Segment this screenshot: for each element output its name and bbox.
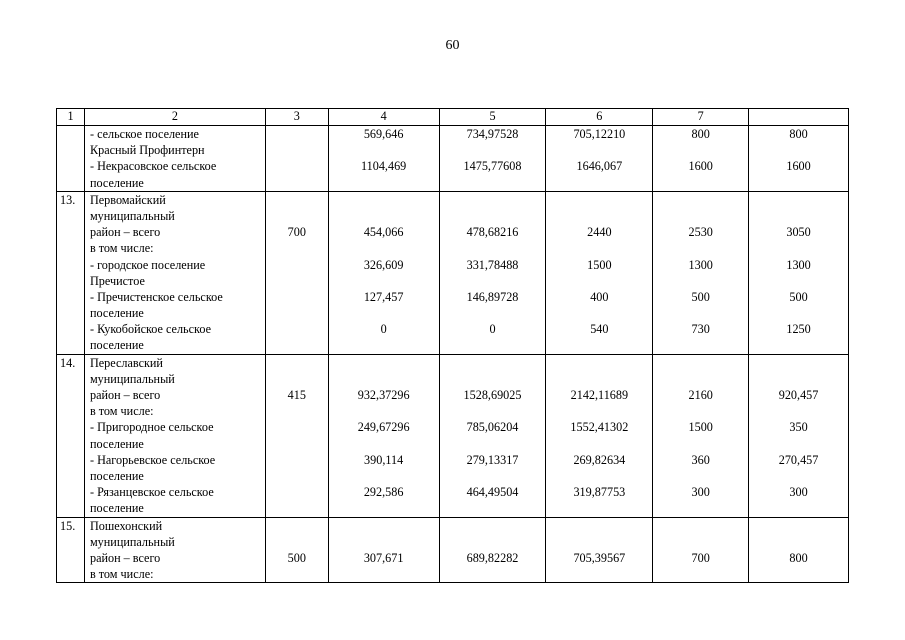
col3-cell: [265, 517, 328, 583]
value-spacer: [329, 192, 439, 208]
col3-value: [266, 192, 328, 208]
value-spacer: [546, 534, 652, 550]
value-spacer: [440, 192, 546, 208]
value-spacer: [440, 355, 546, 371]
value: 2160: [688, 388, 713, 402]
value: 300: [691, 485, 710, 500]
row-number-cell: [57, 517, 85, 583]
header-cell: 7: [653, 109, 749, 126]
value: 1475,77608: [463, 159, 522, 174]
col3-value: [266, 518, 328, 534]
name-line: поселение: [89, 306, 144, 321]
value-spacer: [653, 240, 748, 256]
value-spacer: [749, 566, 848, 582]
name-line: поселение: [89, 501, 144, 516]
col3-value: [266, 534, 328, 550]
value-spacer: [329, 468, 439, 484]
value-cell: [653, 191, 749, 354]
col3-value: [266, 305, 328, 321]
col3-value: [266, 273, 328, 289]
value-spacer: [653, 175, 748, 191]
value: 705,39567: [573, 550, 626, 565]
value-spacer: [329, 403, 439, 419]
value-spacer: [749, 240, 848, 256]
value-spacer: [329, 566, 439, 582]
col3-cell: [265, 126, 328, 192]
table-row: [57, 354, 849, 517]
value-spacer: [653, 468, 748, 484]
value-cell: [653, 126, 749, 192]
name-cell: [84, 354, 265, 517]
value-spacer: [440, 468, 546, 484]
value-spacer: [329, 142, 439, 158]
value-spacer: [546, 142, 652, 158]
value-spacer: [440, 403, 546, 419]
value-spacer: [653, 305, 748, 321]
value: 705,12210: [573, 127, 626, 141]
col3-value: [266, 500, 328, 516]
value-spacer: [329, 371, 439, 387]
value-spacer: [440, 208, 546, 224]
value-spacer: [440, 371, 546, 387]
value: 920,457: [778, 388, 819, 402]
col3-value: [266, 403, 328, 419]
col3-value: [266, 468, 328, 484]
value-spacer: [440, 500, 546, 516]
value-spacer: [440, 534, 546, 550]
value: 1500: [688, 420, 713, 435]
name-line: муниципальный: [89, 371, 175, 386]
name-line: в том числе:: [89, 404, 154, 419]
value: 249,67296: [357, 420, 410, 435]
value-spacer: [653, 403, 748, 419]
value-cell: [749, 191, 849, 354]
value-spacer: [546, 175, 652, 191]
name-line: - Рязанцевское сельское: [89, 485, 214, 500]
value-spacer: [749, 436, 848, 452]
value-cell: [439, 191, 546, 354]
name-cell: [84, 126, 265, 192]
value-spacer: [653, 500, 748, 516]
value-spacer: [546, 273, 652, 289]
value: 292,586: [363, 485, 404, 500]
value: 500: [691, 289, 710, 304]
name-cell: [84, 517, 265, 583]
value-spacer: [749, 273, 848, 289]
value: 800: [691, 127, 710, 141]
value: 146,89728: [466, 289, 519, 304]
header-cell: 1: [57, 109, 85, 126]
value-spacer: [329, 175, 439, 191]
value: 127,457: [363, 289, 404, 304]
value-spacer: [329, 518, 439, 534]
value: 700: [691, 550, 710, 565]
value: 1552,41302: [570, 420, 629, 435]
value-spacer: [653, 208, 748, 224]
col3-value: [266, 240, 328, 256]
value-spacer: [440, 337, 546, 353]
value: 1250: [786, 322, 811, 337]
header-cell: 4: [328, 109, 439, 126]
value-spacer: [546, 518, 652, 534]
col3-value: [266, 566, 328, 582]
name-line: район – всего: [89, 388, 161, 402]
value-spacer: [329, 355, 439, 371]
value: 1104,469: [361, 159, 407, 174]
value-cell: [546, 191, 653, 354]
value: 0: [489, 322, 496, 337]
name-line: муниципальный: [89, 208, 175, 223]
value-spacer: [329, 534, 439, 550]
table-header-row: [57, 109, 849, 126]
row-number: 13.: [60, 192, 76, 207]
header-cell: 6: [546, 109, 653, 126]
value-cell: [328, 354, 439, 517]
value: 1600: [688, 159, 713, 174]
name-cell: [84, 191, 265, 354]
col3-value: [266, 371, 328, 387]
value-spacer: [546, 436, 652, 452]
name-line: в том числе:: [89, 241, 154, 256]
table-row: [57, 191, 849, 354]
name-line: муниципальный: [89, 534, 175, 549]
col3-value: 415: [287, 388, 306, 402]
value-cell: [546, 354, 653, 517]
name-line: Пречистое: [89, 273, 145, 288]
value-spacer: [653, 566, 748, 582]
value: 569,646: [363, 127, 404, 141]
value-spacer: [749, 208, 848, 224]
name-line: - городское поселение: [89, 257, 206, 272]
name-line: поселение: [89, 468, 144, 483]
name-line: поселение: [89, 436, 144, 451]
value-cell: [653, 517, 749, 583]
value-spacer: [329, 240, 439, 256]
name-line: Красный Профинтерн: [89, 143, 205, 158]
value-cell: [439, 126, 546, 192]
value-cell: [328, 191, 439, 354]
header-cell: 2: [84, 109, 265, 126]
value-spacer: [749, 468, 848, 484]
table-row: [57, 126, 849, 192]
value-spacer: [653, 534, 748, 550]
value-spacer: [653, 518, 748, 534]
value: 0: [380, 322, 387, 337]
value: 319,87753: [573, 485, 626, 500]
value-spacer: [749, 355, 848, 371]
value-spacer: [749, 518, 848, 534]
value: 279,13317: [466, 452, 519, 467]
value-spacer: [653, 142, 748, 158]
header-cell: [749, 109, 849, 126]
col3-value: [266, 355, 328, 371]
value-spacer: [749, 192, 848, 208]
value: 689,82282: [466, 550, 519, 565]
value-spacer: [329, 208, 439, 224]
header-cell: 5: [439, 109, 546, 126]
value-cell: [749, 517, 849, 583]
name-line: Первомайский: [89, 192, 166, 207]
name-line: район – всего: [89, 225, 161, 240]
name-line: - Некрасовское сельское: [89, 159, 217, 174]
value: 270,457: [778, 452, 819, 467]
value: 2440: [587, 225, 612, 240]
value-spacer: [329, 337, 439, 353]
value: 390,114: [364, 452, 404, 467]
value-cell: [546, 517, 653, 583]
col3-value: [266, 289, 328, 305]
value: 400: [590, 289, 609, 304]
value: 269,82634: [573, 452, 626, 467]
value: 331,78488: [466, 257, 519, 272]
value: 307,671: [363, 550, 404, 565]
value-spacer: [440, 175, 546, 191]
value: 2530: [688, 225, 713, 240]
value: 464,49504: [466, 485, 519, 500]
value: 326,609: [363, 257, 404, 272]
value-spacer: [653, 273, 748, 289]
value-spacer: [440, 518, 546, 534]
value-spacer: [749, 403, 848, 419]
col3-value: [266, 257, 328, 273]
value-spacer: [329, 436, 439, 452]
value: 1600: [786, 159, 811, 174]
value-spacer: [440, 305, 546, 321]
value-spacer: [546, 403, 652, 419]
value-spacer: [749, 534, 848, 550]
name-line: поселение: [89, 338, 144, 353]
name-line: - Пригородное сельское: [89, 420, 214, 435]
value-spacer: [546, 500, 652, 516]
value: 500: [789, 289, 808, 304]
value-spacer: [749, 337, 848, 353]
name-line: - Пречистенское сельское: [89, 289, 223, 304]
name-line: - Нагорьевское сельское: [89, 452, 216, 467]
name-line: Переславский: [89, 355, 163, 370]
value-spacer: [653, 436, 748, 452]
value-spacer: [546, 371, 652, 387]
value-spacer: [546, 566, 652, 582]
row-number-cell: [57, 126, 85, 192]
value: 350: [789, 420, 808, 435]
budget-table: [56, 108, 849, 583]
value-spacer: [546, 192, 652, 208]
value-spacer: [749, 142, 848, 158]
value: 3050: [786, 225, 811, 240]
value-spacer: [546, 468, 652, 484]
value-cell: [439, 517, 546, 583]
value-spacer: [653, 192, 748, 208]
value: 540: [590, 322, 609, 337]
value-cell: [749, 354, 849, 517]
col3-cell: [265, 191, 328, 354]
value-cell: [749, 126, 849, 192]
value: 1646,067: [576, 159, 623, 174]
name-line: - Кукобойское сельское: [89, 322, 211, 337]
col3-value: [266, 337, 328, 353]
value-spacer: [653, 337, 748, 353]
value-spacer: [546, 337, 652, 353]
row-number: [60, 126, 84, 142]
value-spacer: [440, 566, 546, 582]
value-spacer: [329, 305, 439, 321]
col3-cell: [265, 354, 328, 517]
value-spacer: [749, 175, 848, 191]
table-row: [57, 517, 849, 583]
value-spacer: [546, 208, 652, 224]
col3-value: [266, 484, 328, 500]
value-spacer: [653, 355, 748, 371]
value: 2142,11689: [570, 388, 629, 402]
col3-value: [266, 208, 328, 224]
value: 800: [789, 127, 808, 141]
value: 1300: [786, 257, 811, 272]
row-number: 14.: [60, 355, 76, 370]
name-line: район – всего: [89, 550, 161, 565]
value-spacer: [329, 500, 439, 516]
value: 800: [789, 550, 808, 565]
value: 734,97528: [466, 127, 519, 141]
value: 730: [691, 322, 710, 337]
value-spacer: [749, 371, 848, 387]
value-spacer: [440, 273, 546, 289]
value: 454,066: [363, 225, 404, 240]
value: 932,37296: [357, 388, 410, 402]
col3-value: [266, 321, 328, 337]
value-spacer: [749, 500, 848, 516]
value-cell: [653, 354, 749, 517]
value: 785,06204: [466, 420, 519, 435]
header-cell: 3: [265, 109, 328, 126]
value-spacer: [546, 305, 652, 321]
value: 1528,69025: [463, 388, 522, 402]
value-spacer: [546, 240, 652, 256]
value: 1300: [688, 257, 713, 272]
value-spacer: [440, 142, 546, 158]
value: 360: [691, 452, 710, 467]
value-cell: [546, 126, 653, 192]
col3-value: [266, 419, 328, 435]
name-line: Пошехонский: [89, 518, 163, 533]
name-line: поселение: [89, 175, 144, 190]
value-spacer: [440, 436, 546, 452]
value-spacer: [653, 371, 748, 387]
name-line: в том числе:: [89, 567, 154, 582]
value: 1500: [587, 257, 612, 272]
row-number-cell: [57, 191, 85, 354]
col3-value: 500: [287, 550, 306, 565]
value: 300: [789, 485, 808, 500]
col3-value: [266, 436, 328, 452]
value-spacer: [440, 240, 546, 256]
col3-value: 700: [287, 225, 306, 240]
value-cell: [328, 126, 439, 192]
value-cell: [439, 354, 546, 517]
name-line: - сельское поселение: [89, 127, 199, 141]
value: 478,68216: [466, 225, 519, 240]
value-spacer: [749, 305, 848, 321]
row-number-cell: [57, 354, 85, 517]
row-number: 15.: [60, 518, 76, 533]
col3-value: [266, 452, 328, 468]
table-body: [57, 126, 849, 583]
page-number: 60: [445, 38, 460, 53]
value-spacer: [546, 355, 652, 371]
value-cell: [328, 517, 439, 583]
value-spacer: [329, 273, 439, 289]
